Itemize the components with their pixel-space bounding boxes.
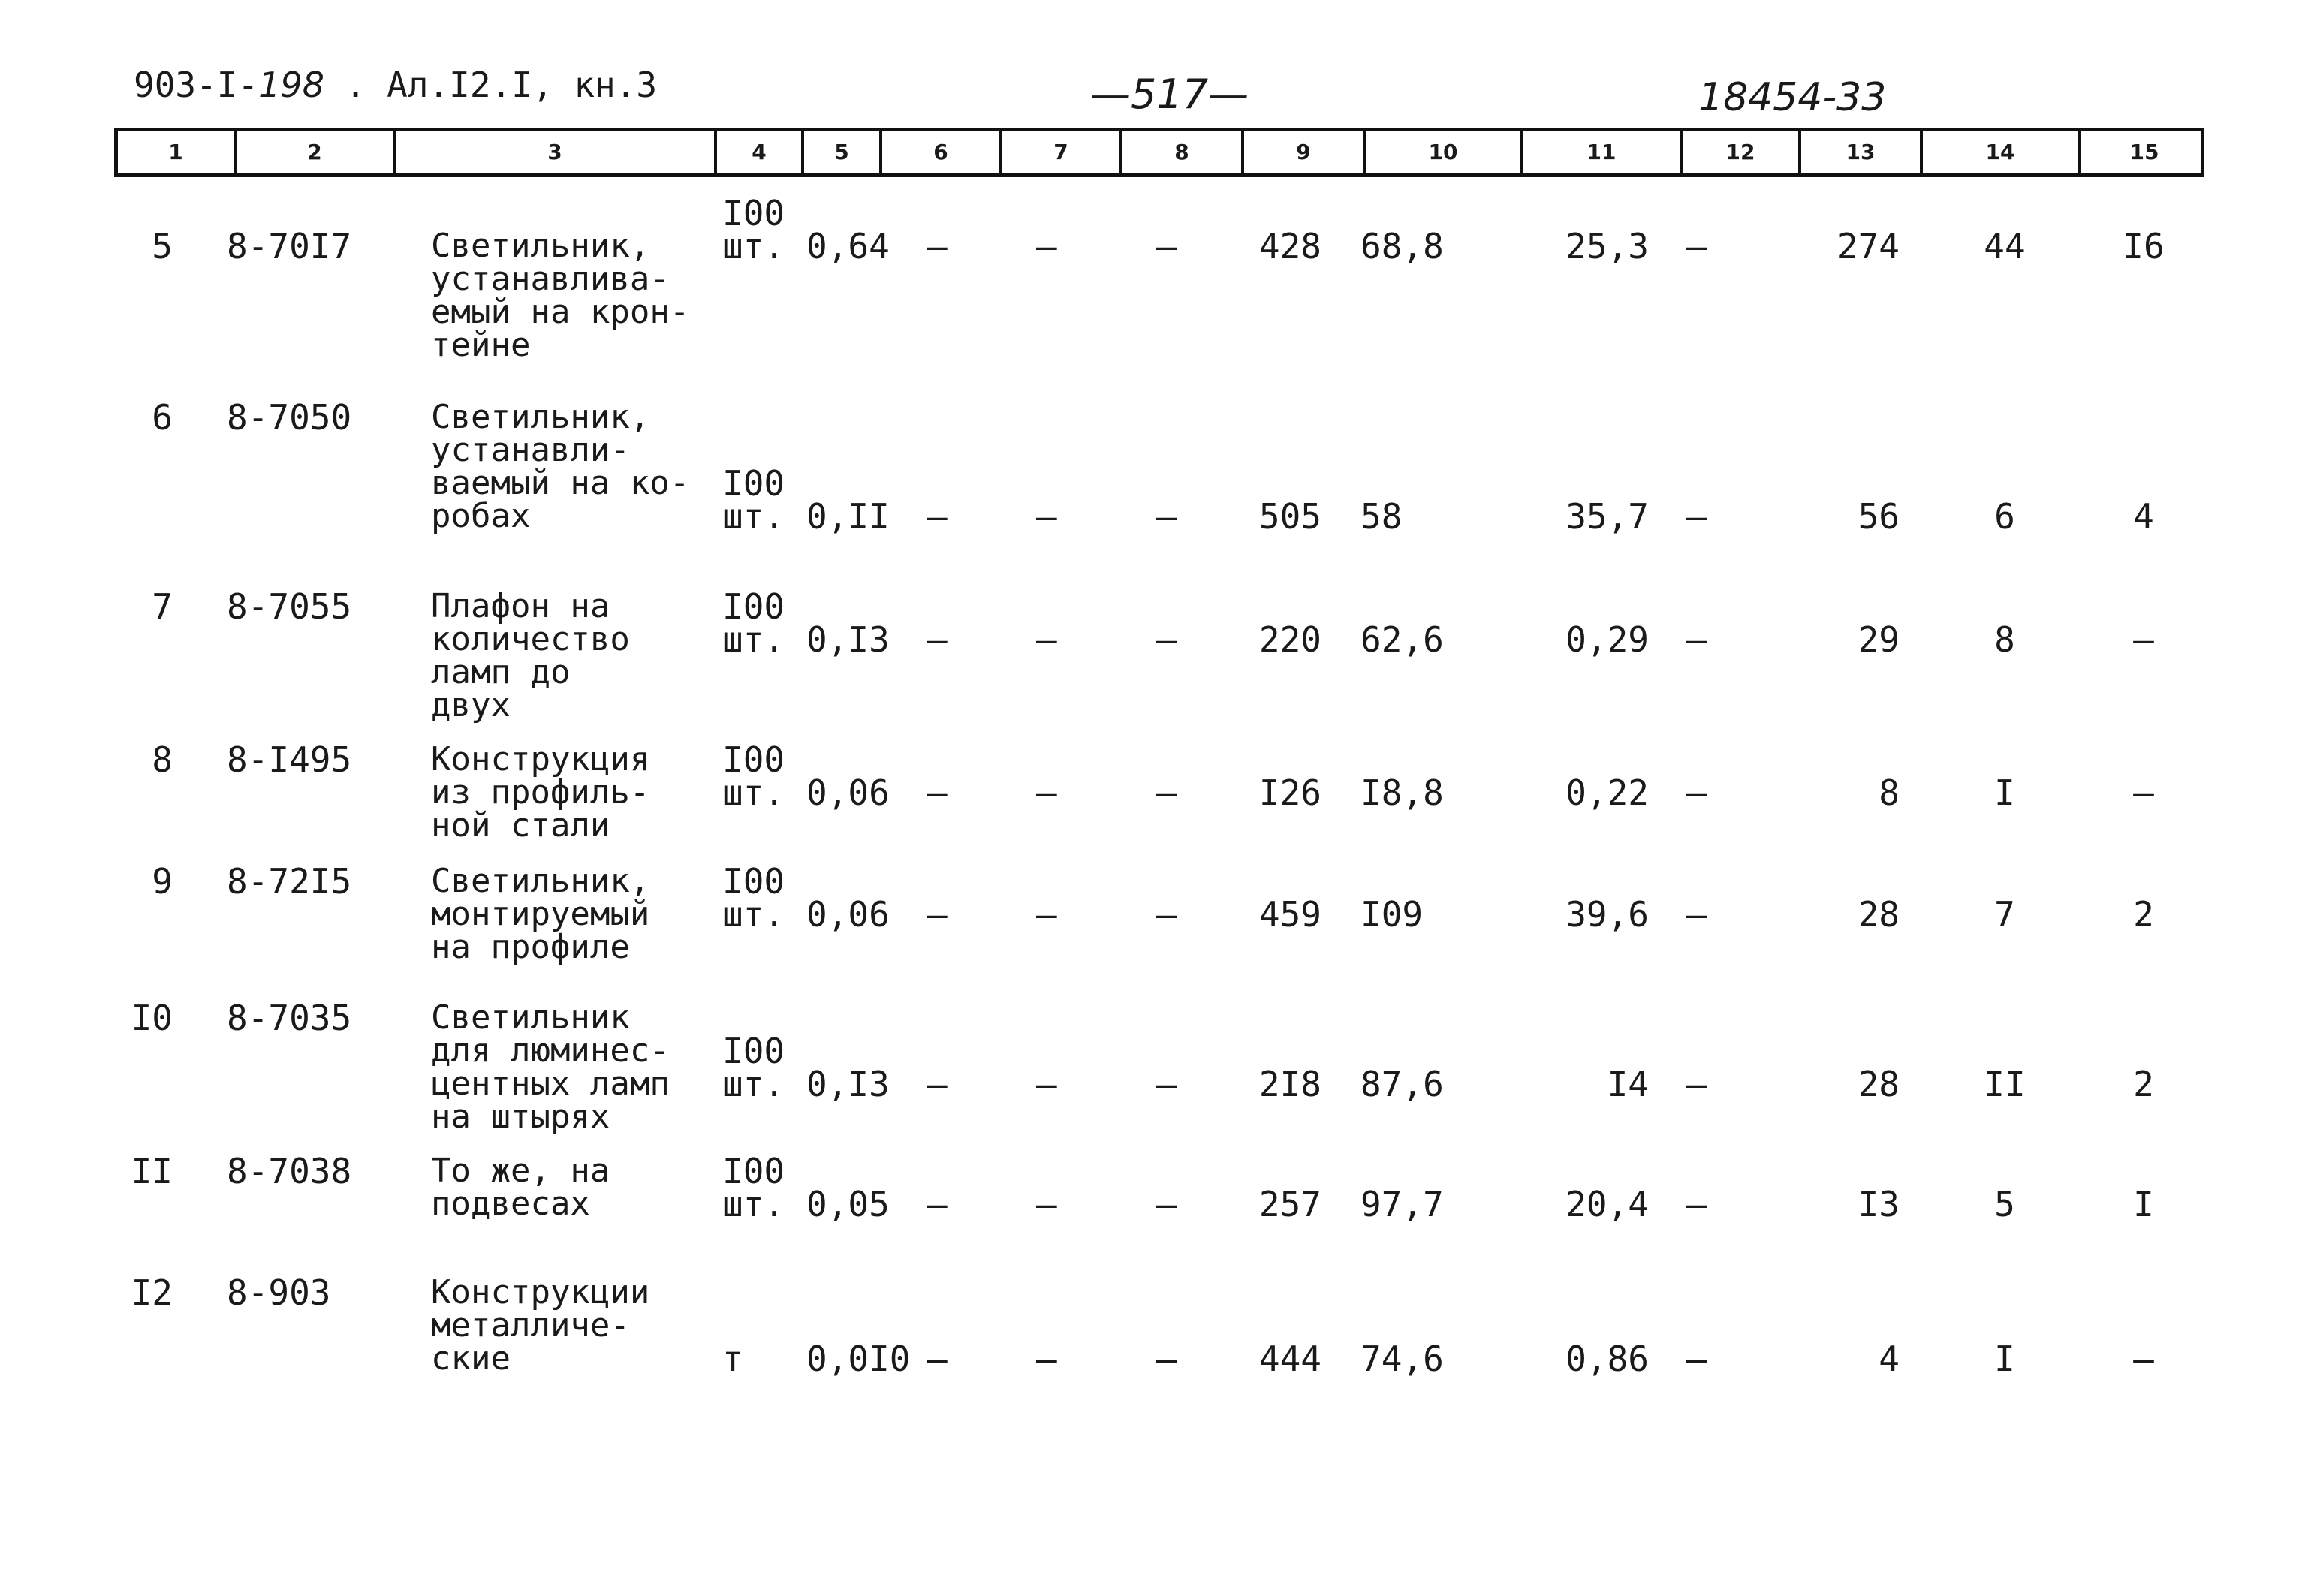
row-number: 6 [152,397,173,438]
row-col15: I [2133,1184,2154,1224]
row-col8: – [1156,1184,1177,1224]
row-col13: 274 [1836,226,1900,267]
row-col6: – [927,1184,948,1224]
document-code-handwritten: 198 [258,65,324,105]
row-col12: – [1686,1064,1707,1104]
row-col11: 0,29 [1565,619,1649,660]
row-col9: 428 [1258,226,1321,267]
row-description: Светильник, устанавли- ваемый на ко- робах [431,398,690,535]
row-col14: 5 [1994,1184,2015,1224]
row-col7: – [1036,772,1057,813]
row-unit: I00 шт. [722,586,785,660]
row-col13: 4 [1879,1339,1900,1379]
row-col13: 29 [1858,619,1900,660]
row-col15: – [2133,619,2154,660]
row-description: Плафон на количество ламп до двух [431,587,630,724]
row-col9: 505 [1258,496,1321,537]
row-col8: – [1156,1339,1177,1379]
column-number-15: 15 [2129,140,2159,164]
row-col12: – [1686,894,1707,935]
row-col14: I [1994,772,2015,813]
row-code: 8-7038 [227,1151,352,1191]
column-number-9: 9 [1244,131,1366,173]
column-number-5: 5 [804,131,882,173]
document-code-typed: 903-I- [134,65,259,105]
row-number: 7 [152,586,173,627]
row-description: Светильник, монтируемый на профиле [431,862,650,966]
column-number-4: 4 [717,131,804,173]
row-quantity: 0,05 [806,1184,890,1224]
row-col12: – [1686,772,1707,813]
row-col13: 8 [1879,772,1900,813]
row-col6: – [927,1064,948,1104]
row-col9: 220 [1258,619,1321,660]
row-code: 8-7035 [227,998,352,1038]
row-number: I0 [131,998,173,1038]
row-col14: 7 [1994,894,2015,935]
row-col7: – [1036,1339,1057,1379]
album-reference: . Ал.I2.I, кн.3 [345,65,658,105]
row-col10: 68,8 [1360,226,1444,267]
row-col10: I8,8 [1360,772,1444,813]
row-code: 8-I495 [227,739,352,780]
sheet-number: 18454-33 [1698,75,1887,120]
row-col11: 25,3 [1565,226,1649,267]
row-col10: 58 [1360,496,1403,537]
column-number-bar [114,128,2204,177]
row-col11: 20,4 [1565,1184,1649,1224]
row-col10: 74,6 [1360,1339,1444,1379]
row-code: 8-72I5 [227,861,352,902]
row-col6: – [927,496,948,537]
row-col11: 0,22 [1565,772,1649,813]
row-col8: – [1156,1064,1177,1104]
row-description: Светильник, устанавлива- емый на крон- тейне [431,227,690,364]
row-number: 9 [152,861,173,902]
row-col12: – [1686,1184,1707,1224]
row-col14: 6 [1994,496,2015,537]
row-col13: 56 [1858,496,1900,537]
row-col8: – [1156,619,1177,660]
row-description: Светильник для люминес- центных ламп на штырях [431,998,670,1136]
column-number-11: 11 [1523,131,1683,173]
row-unit: I00 шт. [722,193,785,267]
row-code: 8-7050 [227,397,352,438]
row-col15: 4 [2133,496,2154,537]
row-col15: – [2133,772,2154,813]
column-number-8: 8 [1122,131,1244,173]
column-number-10: 10 [1366,131,1523,173]
row-col10: 87,6 [1360,1064,1444,1104]
row-col7: – [1036,226,1057,267]
row-number: 8 [152,739,173,780]
row-col9: I26 [1258,772,1321,813]
row-quantity: 0,0I0 [806,1339,911,1379]
row-col6: – [927,894,948,935]
column-number-7: 7 [1002,131,1122,173]
row-col11: 39,6 [1565,894,1649,935]
row-col14: 8 [1994,619,2015,660]
row-unit: I00 шт. [722,861,785,935]
row-col6: – [927,226,948,267]
row-col12: – [1686,226,1707,267]
row-col11: 35,7 [1565,496,1649,537]
row-unit: I00 шт. [722,1031,785,1104]
column-number-3: 3 [396,131,717,173]
row-col9: 2I8 [1258,1064,1321,1104]
row-col10: 97,7 [1360,1184,1444,1224]
row-col7: – [1036,1064,1057,1104]
row-col15: 2 [2133,1064,2154,1104]
row-quantity: 0,I3 [806,619,890,660]
row-col10: I09 [1360,894,1424,935]
row-col8: – [1156,772,1177,813]
row-col9: 459 [1258,894,1321,935]
row-description: Конструкции металличе- ские [431,1273,650,1378]
row-col14: 44 [1984,226,2026,267]
row-col11: 0,86 [1565,1339,1649,1379]
row-unit: I00 шт. [722,1151,785,1224]
row-col11: I4 [1607,1064,1649,1104]
row-unit: т [722,1339,743,1379]
row-col6: – [927,772,948,813]
row-unit: I00 шт. [722,463,785,537]
row-col8: – [1156,496,1177,537]
column-number-6: 6 [882,131,1002,173]
row-col13: 28 [1858,1064,1900,1104]
row-col10: 62,6 [1360,619,1444,660]
row-quantity: 0,06 [806,772,890,813]
row-col13: 28 [1858,894,1900,935]
row-description: То же, на подвесах [431,1152,610,1223]
row-col7: – [1036,619,1057,660]
row-quantity: 0,I3 [806,1064,890,1104]
row-col8: – [1156,894,1177,935]
row-col12: – [1686,619,1707,660]
row-col9: 444 [1258,1339,1321,1379]
row-col8: – [1156,226,1177,267]
column-number-13: 13 [1801,131,1923,173]
row-col14: II [1984,1064,2026,1104]
row-col15: – [2133,1339,2154,1379]
row-col15: I6 [2123,226,2165,267]
row-code: 8-70I7 [227,226,352,267]
page-number: —517— [1090,71,1249,118]
row-unit: I00 шт. [722,739,785,813]
row-col7: – [1036,1184,1057,1224]
row-col15: 2 [2133,894,2154,935]
row-number: I2 [131,1272,173,1313]
row-col6: – [927,619,948,660]
row-code: 8-7055 [227,586,352,627]
row-description: Конструкция из профиль- ной стали [431,740,650,845]
row-col7: – [1036,496,1057,537]
row-col13: I3 [1858,1184,1900,1224]
row-col9: 257 [1258,1184,1321,1224]
column-number-2: 2 [237,131,396,173]
row-col12: – [1686,1339,1707,1379]
row-quantity: 0,64 [806,226,890,267]
row-col14: I [1994,1339,2015,1379]
document-code [134,65,657,105]
row-number: II [131,1151,173,1191]
row-col12: – [1686,496,1707,537]
row-number: 5 [152,226,173,267]
column-number-14: 14 [1923,131,2081,173]
row-code: 8-903 [227,1272,331,1313]
row-col7: – [1036,894,1057,935]
row-col6: – [927,1339,948,1379]
column-number-12: 12 [1683,131,1801,173]
column-number-1: 1 [118,131,237,173]
row-quantity: 0,06 [806,894,890,935]
row-quantity: 0,II [806,496,890,537]
